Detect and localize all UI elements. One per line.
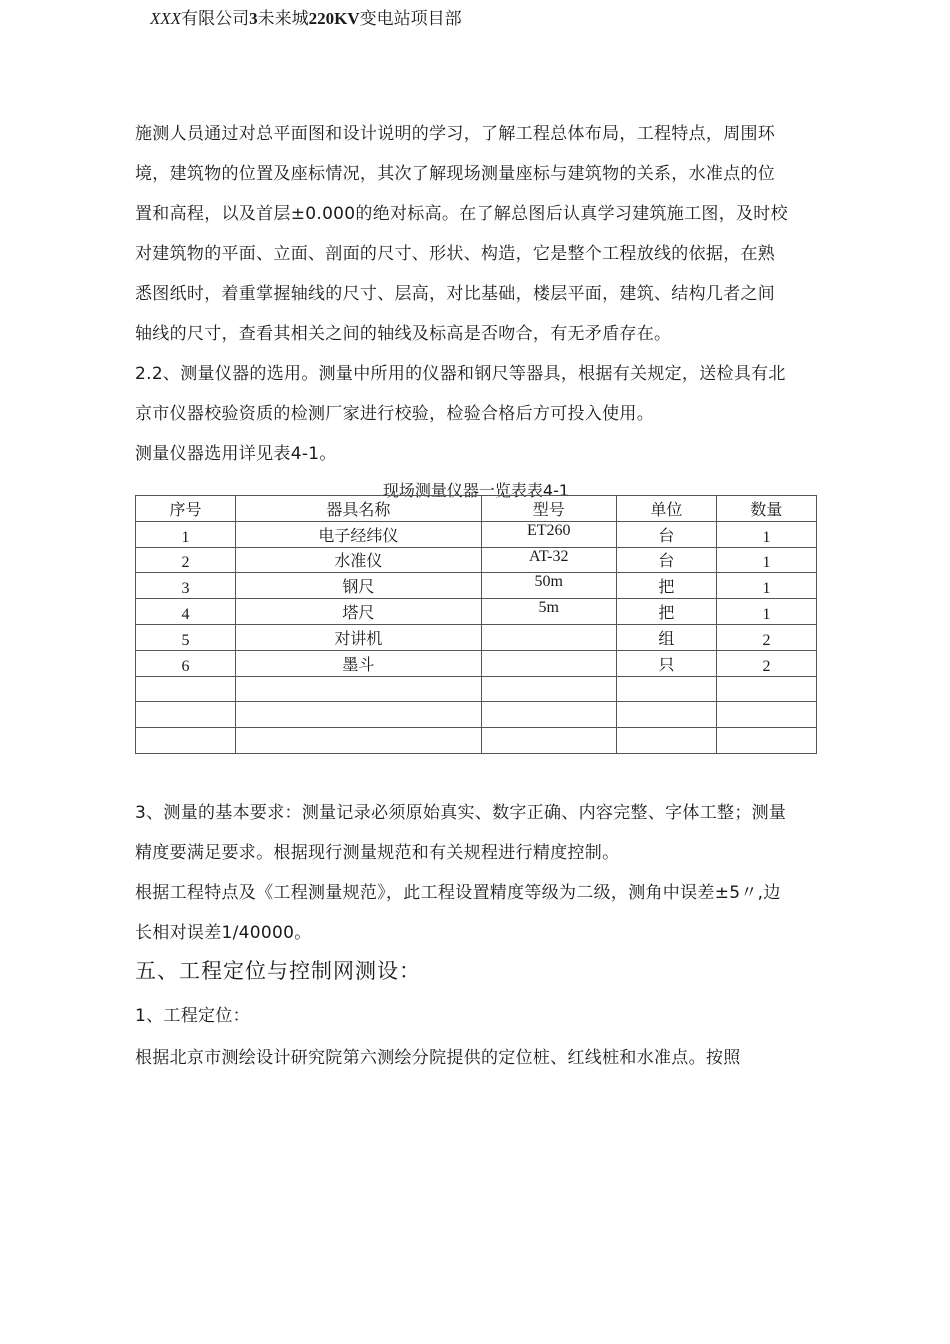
text-line: 京市仪器校验资质的检测厂家进行校验，检验合格后方可投入使用。: [135, 404, 654, 424]
cell-quantity: 1: [716, 573, 816, 599]
cell-quantity: 1: [716, 521, 816, 547]
text-line: 境，建筑物的位置及座标情况，其次了解现场测量座标与建筑物的关系，水准点的位: [135, 164, 776, 184]
table-row-empty: [136, 702, 817, 728]
positioning-paragraph: [135, 995, 820, 1079]
empty-cell: [481, 728, 616, 754]
empty-cell: [236, 676, 482, 702]
empty-cell: [716, 702, 816, 728]
section-heading: 五、工程定位与控制网测设：: [135, 959, 421, 983]
empty-cell: [616, 702, 716, 728]
cell-quantity: 1: [716, 599, 816, 625]
text-line: 精度要满足要求。根据现行测量规范和有关规程进行精度控制。: [135, 843, 620, 863]
empty-cell: [136, 676, 236, 702]
empty-cell: [616, 676, 716, 702]
empty-cell: [136, 728, 236, 754]
cell-model: [481, 650, 616, 676]
text-line: 3、测量的基本要求：测量记录必须原始真实、数字正确、内容完整、字体工整；测量: [135, 803, 787, 823]
empty-cell: [236, 728, 482, 754]
text-line: 根据工程特点及《工程测量规范》，此工程设置精度等级为二级，测角中误差±5〃,边: [135, 883, 781, 903]
header-text-3: 变电站项目部: [359, 9, 462, 28]
empty-cell: [716, 728, 816, 754]
text-line: 施测人员通过对总平面图和设计说明的学习，了解工程总体布局，工程特点，周围环: [135, 124, 776, 144]
cell-unit: 把: [616, 599, 716, 625]
cell-name: 水准仪: [236, 547, 482, 573]
page-header: [150, 4, 462, 29]
col-header-name: 器具名称: [236, 496, 482, 522]
empty-cell: [716, 676, 816, 702]
cell-model: ET260: [481, 521, 616, 547]
col-header-model: 型号: [481, 496, 616, 522]
table-row-empty: [136, 728, 817, 754]
cell-index: 5: [136, 624, 236, 650]
text-line: 轴线的尺寸，查看其相关之间的轴线及标高是否吻合，有无矛盾存在。: [135, 324, 672, 344]
text-line: 2.2、测量仪器的选用。测量中所用的仪器和钢尺等器具，根据有关规定，送检具有北: [135, 364, 786, 384]
header-company-code: XXX: [150, 9, 182, 28]
text-line: 长相对误差1/40000。: [135, 923, 312, 943]
text-line: 根据北京市测绘设计研究院第六测绘分院提供的定位桩、红线桩和水准点。按照: [135, 1048, 741, 1068]
cell-quantity: 2: [716, 650, 816, 676]
table-row: [136, 521, 817, 547]
cell-index: 3: [136, 573, 236, 599]
cell-name: 塔尺: [236, 599, 482, 625]
table-row: [136, 573, 817, 599]
cell-name: 电子经纬仪: [236, 521, 482, 547]
empty-cell: [481, 702, 616, 728]
table-row: [136, 599, 817, 625]
cell-model: [481, 624, 616, 650]
text-line: 1、工程定位：: [135, 1006, 250, 1026]
header-text-2: 未来城: [257, 9, 309, 28]
empty-cell: [236, 702, 482, 728]
cell-index: 1: [136, 521, 236, 547]
cell-model: AT-32: [481, 547, 616, 573]
cell-unit: 只: [616, 650, 716, 676]
empty-cell: [136, 702, 236, 728]
text-line: 对建筑物的平面、立面、剖面的尺寸、形状、构造，它是整个工程放线的依据，在熟: [135, 244, 776, 264]
cell-unit: 组: [616, 624, 716, 650]
empty-cell: [616, 728, 716, 754]
text-line: 置和高程，以及首层±0.000的绝对标高。在了解总图后认真学习建筑施工图，及时校: [135, 204, 788, 224]
col-header-index: 序号: [136, 496, 236, 522]
col-header-quantity: 数量: [716, 496, 816, 522]
cell-quantity: 2: [716, 624, 816, 650]
header-text-1: 有限公司: [181, 9, 250, 28]
intro-paragraph: [135, 114, 820, 474]
table-row-empty: [136, 676, 817, 702]
text-line: 测量仪器选用详见表4-1。: [135, 444, 337, 464]
instrument-table: [135, 495, 817, 754]
header-number: 3: [249, 9, 258, 28]
cell-index: 4: [136, 599, 236, 625]
cell-unit: 把: [616, 573, 716, 599]
cell-model: 50m: [481, 573, 616, 599]
table-row: [136, 547, 817, 573]
text-line: 悉图纸时，着重掌握轴线的尺寸、层高，对比基础，楼层平面，建筑、结构几者之间: [135, 284, 776, 304]
cell-index: 6: [136, 650, 236, 676]
table-row: [136, 650, 817, 676]
cell-unit: 台: [616, 547, 716, 573]
col-header-unit: 单位: [616, 496, 716, 522]
requirements-paragraph: [135, 793, 820, 953]
cell-name: 墨斗: [236, 650, 482, 676]
header-voltage: 220KV: [308, 9, 360, 28]
table-caption: 现场测量仪器一览表表4-1: [382, 481, 570, 500]
table-header-row: [136, 496, 817, 522]
cell-unit: 台: [616, 521, 716, 547]
cell-index: 2: [136, 547, 236, 573]
cell-name: 钢尺: [236, 573, 482, 599]
cell-name: 对讲机: [236, 624, 482, 650]
cell-quantity: 1: [716, 547, 816, 573]
cell-model: 5m: [481, 599, 616, 625]
empty-cell: [481, 676, 616, 702]
table-row: [136, 624, 817, 650]
